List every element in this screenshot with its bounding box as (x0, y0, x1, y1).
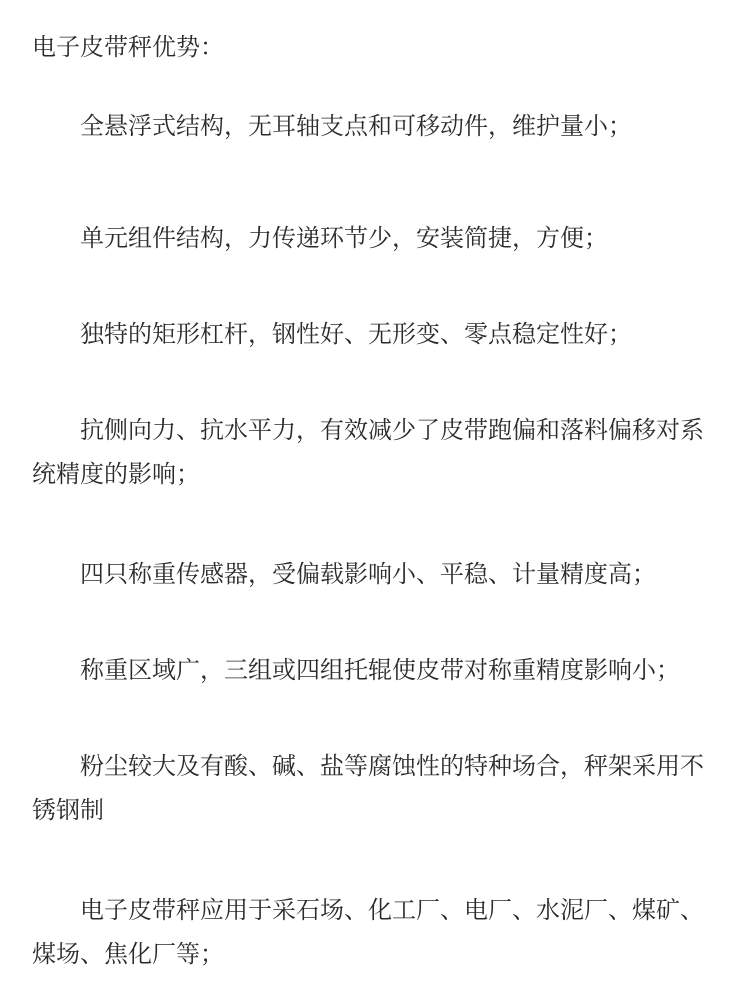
paragraph-lateral-force: 抗侧向力、抗水平力，有效减少了皮带跑偏和落料偏移对系统精度的影响； (32, 416, 704, 488)
document-heading: 电子皮带秤优势： (32, 33, 224, 61)
paragraph-structure: 全悬浮式结构，无耳轴支点和可移动件，维护量小； (80, 112, 632, 140)
paragraph-modular: 单元组件结构，力传递环节少，安装简捷，方便； (80, 224, 608, 252)
paragraph-lever: 独特的矩形杠杆，钢性好、无形变、零点稳定性好； (80, 320, 632, 348)
paragraph-corrosion: 粉尘较大及有酸、碱、盐等腐蚀性的特种场合，秤架采用不锈钢制 (32, 752, 704, 824)
paragraph-load-cells: 四只称重传感器，受偏载影响小、平稳、计量精度高； (80, 560, 656, 588)
paragraph-applications: 电子皮带秤应用于采石场、化工厂、电厂、水泥厂、煤矿、煤场、焦化厂等； (32, 896, 704, 968)
paragraph-weighing-area: 称重区域广，三组或四组托辊使皮带对称重精度影响小； (80, 656, 680, 684)
